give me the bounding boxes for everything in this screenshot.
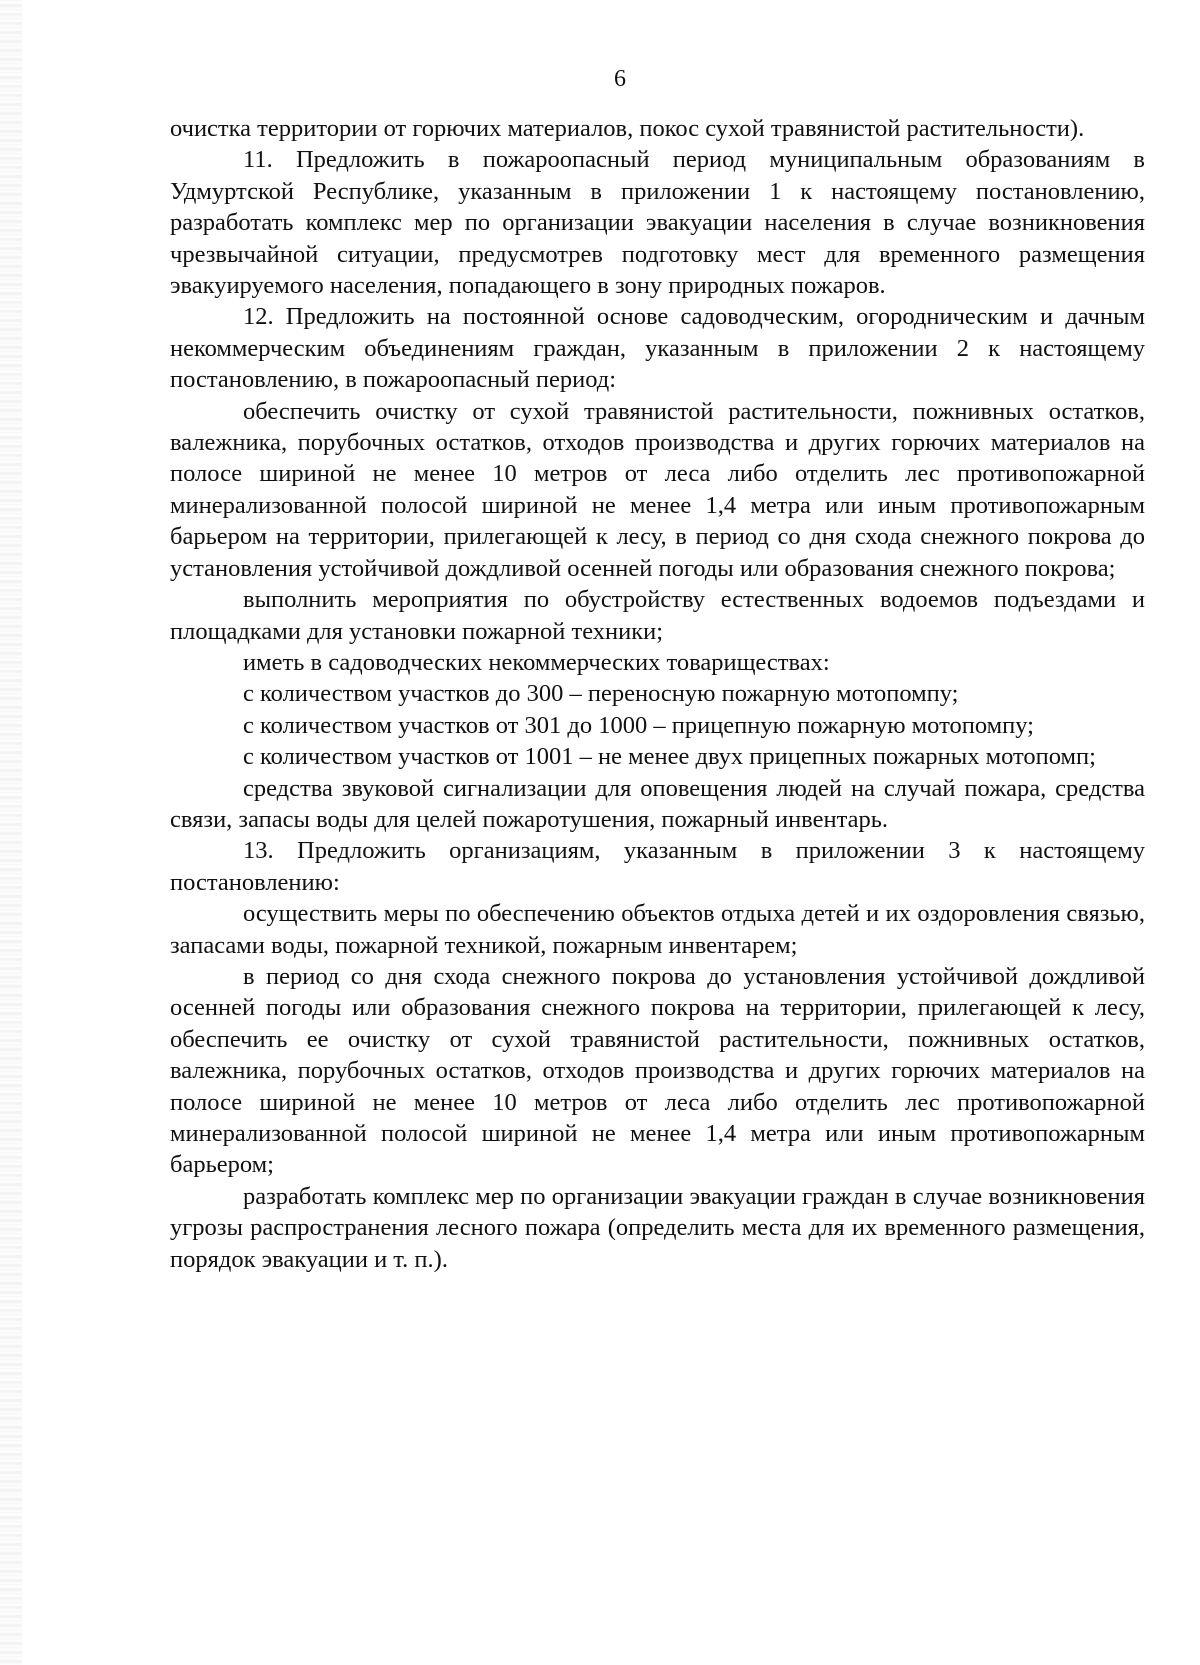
paragraph-equipment-301-1000: с количеством участков от 301 до 1000 – прицепную пожарную мотопомпу; <box>243 711 1034 739</box>
paragraph-item-11: 11. Предложить в пожароопасный период муниципальным образованиям в Удмуртской Республике, указанным в приложении 1 к настоящему постановлению, разработать комплекс мер по организации эвакуации населения в случае возникновения чрезвычайной ситуации, предусмотрев подготовку мест для временного размещения эвакуируемого населения, попадающего в зону природных пожаров. <box>170 146 1145 300</box>
paragraph-water-bodies: выполнить мероприятия по обустройству естественных водоемов подъездами и площадками для установки пожарной техники; <box>170 586 1145 645</box>
paragraph-equipment-intro: иметь в садоводческих некоммерческих товариществах: <box>243 648 830 676</box>
page-number: 6 <box>614 66 626 92</box>
paragraph-alarm-means: средства звуковой сигнализации для оповещения людей на случай пожара, средства связи, запасы воды для целей пожаротушения, пожарный инвентарь. <box>170 774 1145 833</box>
paragraph-continuation: очистка территории от горючих материалов, покос сухой травянистой растительности). <box>170 115 1085 142</box>
scan-edge-artifact <box>0 0 22 1665</box>
paragraph-recreation-objects: осуществить меры по обеспечению объектов отдыха детей и их оздоровления связью, запасами воды, пожарной техникой, пожарным инвентарем; <box>170 900 1145 959</box>
paragraph-evacuation-measures: разработать комплекс мер по организации эвакуации граждан в случае возникновения угрозы распространения лесного пожара (определить места для их временного размещения, порядок эвакуации и т. п.). <box>170 1182 1145 1273</box>
paragraph-item-13: 13. Предложить организациям, указанным в приложении 3 к настоящему постановлению: <box>170 837 1145 896</box>
paragraph-equipment-up-to-300: с количеством участков до 300 – переносную пожарную мотопомпу; <box>243 680 959 708</box>
paragraph-territory-clearing: в период со дня схода снежного покрова до установления устойчивой дождливой осенней погоды или образования снежного покрова на территории, прилегающей к лесу, обеспечить ее очистку от сухой травянистой растительности, пожнивных остатков, валежника, порубочных остатков, отходов производства и других горючих материалов на полосе шириной не менее 10 метров от леса либо отделить лес противопожарной минерализованной полосой шириной не менее 1,4 метра или иным противопожарным барьером; <box>170 962 1145 1179</box>
paragraph-item-12: 12. Предложить на постоянной основе садоводческим, огородническим и дачным некоммерческим объединениям граждан, указанным в приложении 2 к настоящему постановлению, в пожароопасный период: <box>170 303 1145 394</box>
document-body <box>170 113 1145 1275</box>
paragraph-clearing-requirement: обеспечить очистку от сухой травянистой растительности, пожнивных остатков, валежника, порубочных остатков, отходов производства и других горючих материалов на полосе шириной не менее 10 метров от леса либо отделить лес противопожарной минерализованной полосой шириной не менее 1,4 метра или иным противопожарным барьером на территории, прилегающей к лесу, в период со дня схода снежного покрова до установления устойчивой дождливой осенней погоды или образования снежного покрова; <box>170 397 1145 582</box>
paragraph-equipment-from-1001: с количеством участков от 1001 – не менее двух прицепных пожарных мотопомп; <box>243 743 1096 771</box>
